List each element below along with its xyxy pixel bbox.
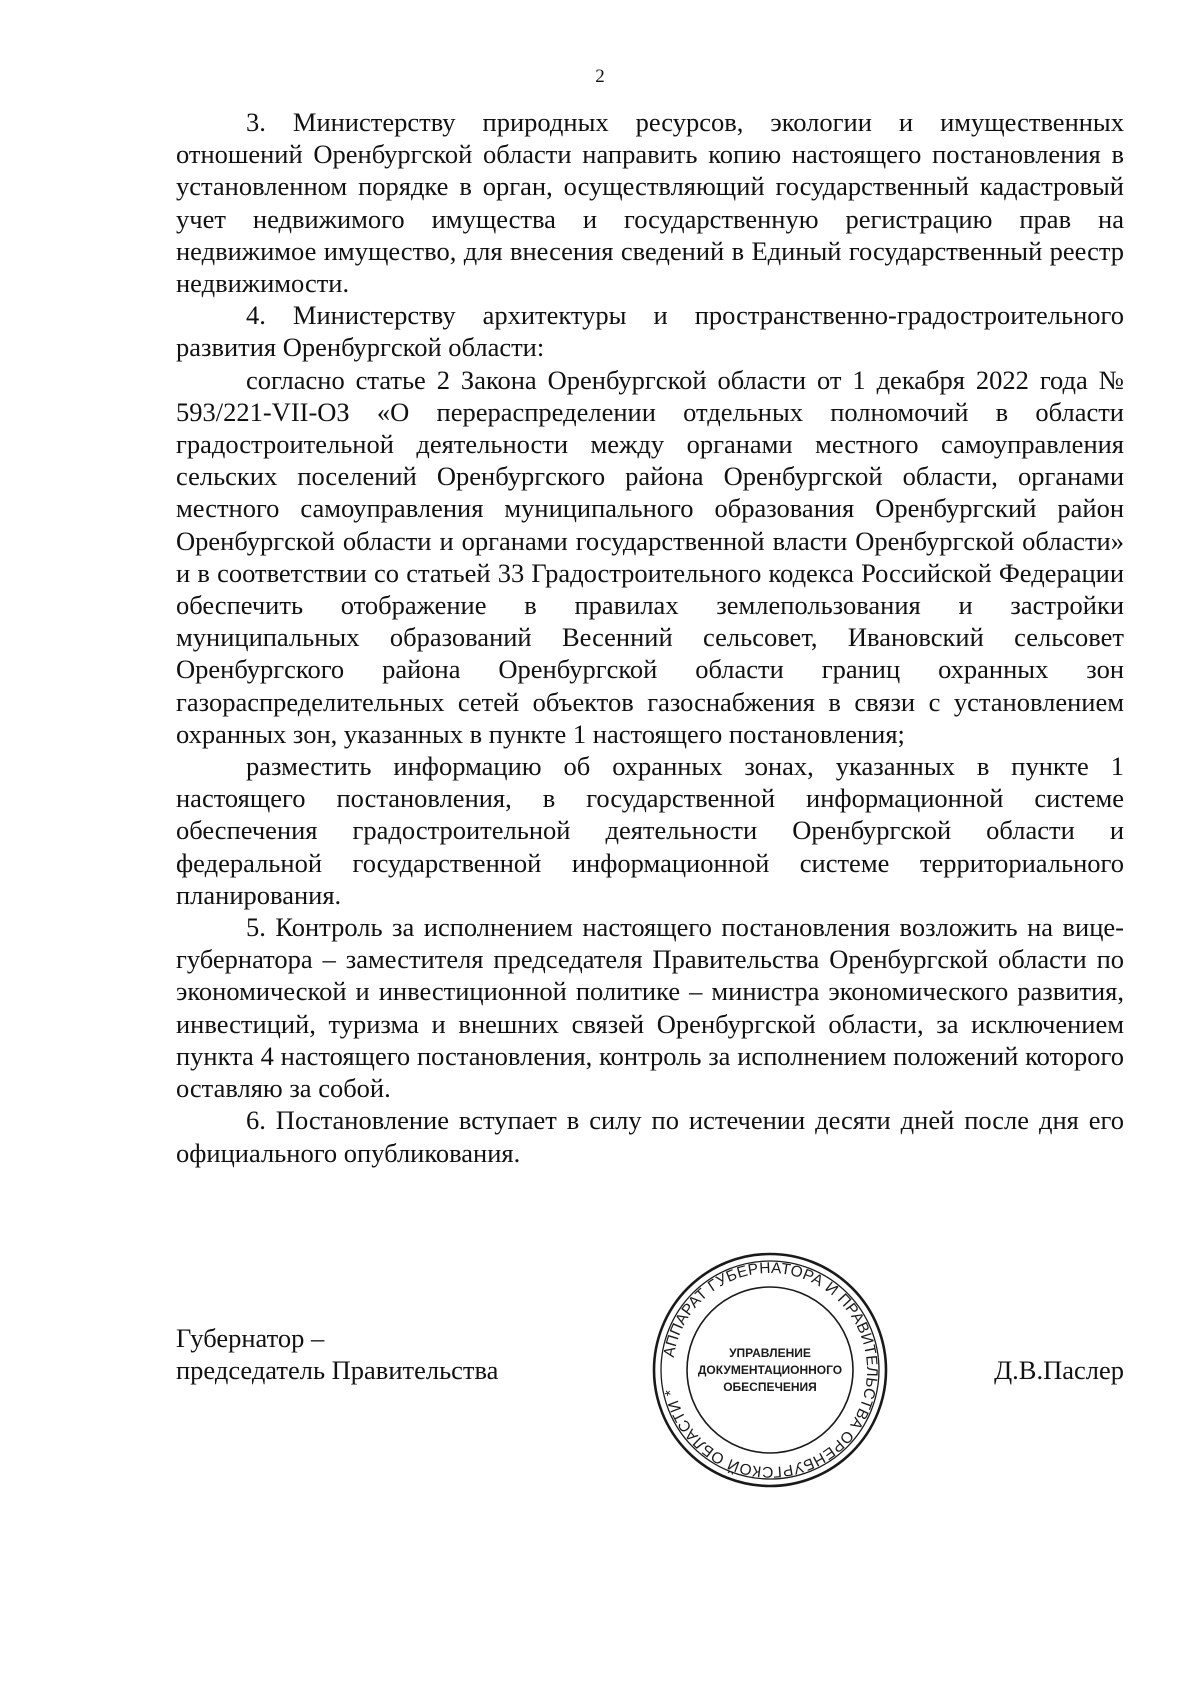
paragraph-item-3: 3. Министерству природных ресурсов, экологии и имущественных отношений Оренбургской области направить копию настоящего постановления в установленном порядке в орган, осуществляющий государственный кадастровый учет недвижимого имущества и государственную регистрацию прав на недвижимое имущество, для внесения сведений в Единый государственный реестр недвижимости. [176,107,1124,299]
seal-center-line-2: ДОКУМЕНТАЦИОННОГО [697,1363,843,1377]
paragraph-item-4: 4. Министерству архитектуры и пространственно-градостроительного развития Оренбургской области: [176,300,1124,363]
seal-center-line-3: ОБЕСПЕЧЕНИЯ [723,1380,817,1394]
signer-name: Д.В.Паслер [994,1355,1124,1385]
paragraph-item-5: 5. Контроль за исполнением настоящего постановления возложить на вице-губернатора – заместителя председателя Правительства Оренбургской области по экономической и инвестиционной политике – министра экономического развития, инвестиций, туризма и внешних связей Оренбургской области, за исключением пункта 4 настоящего постановления, контроль за исполнением положений которого оставляю за собой. [176,912,1124,1104]
seal-center-line-1: УПРАВЛЕНИЕ [729,1346,811,1360]
page-number: 2 [595,66,605,87]
seal-ring-text-path: АППАРАТ ГУБЕРНАТОРА И ПРАВИТЕЛЬСТВА ОРЕНБУРГСКОЙ ОБЛАСТИ * [660,1259,881,1481]
paragraph-item-6: 6. Постановление вступает в силу по истечении десяти дней после дня его официального опубликования. [176,1105,1124,1168]
official-seal [650,1250,890,1490]
document-body [176,106,1124,1169]
signer-position-line-2: председатель Правительства [176,1355,499,1385]
paragraph-item-4-sub-1: согласно статье 2 Закона Оренбургской области от 1 декабря 2022 года № 593/221-VII-ОЗ «О перераспределении отдельных полномочий в области градостроительной деятельности между органами местного самоуправления сельских поселений Оренбургского района Оренбургской области, органами местного самоуправления муниципального образования Оренбургский район Оренбургской области и органами государственной власти Оренбургской области» и в соответствии со статьей 33 Градостроительного кодекса Российской Федерации обеспечить отображение в правилах землепользования и застройки муниципальных образований Весенний сельсовет, Ивановский сельсовет Оренбургского района Оренбургской области границ охранных зон газораспределительных сетей объектов газоснабжения в связи с установлением охранных зон, указанных в пункте 1 настоящего постановления; [176,364,1124,749]
signer-position-line-1: Губернатор – [176,1323,325,1353]
paragraph-item-4-sub-2: разместить информацию об охранных зонах, указанных в пункте 1 настоящего постановления, в государственной информационной системе обеспечения градостроительной деятельности Оренбургской области и федеральной государственной информационной системе территориального планирования. [176,751,1124,910]
